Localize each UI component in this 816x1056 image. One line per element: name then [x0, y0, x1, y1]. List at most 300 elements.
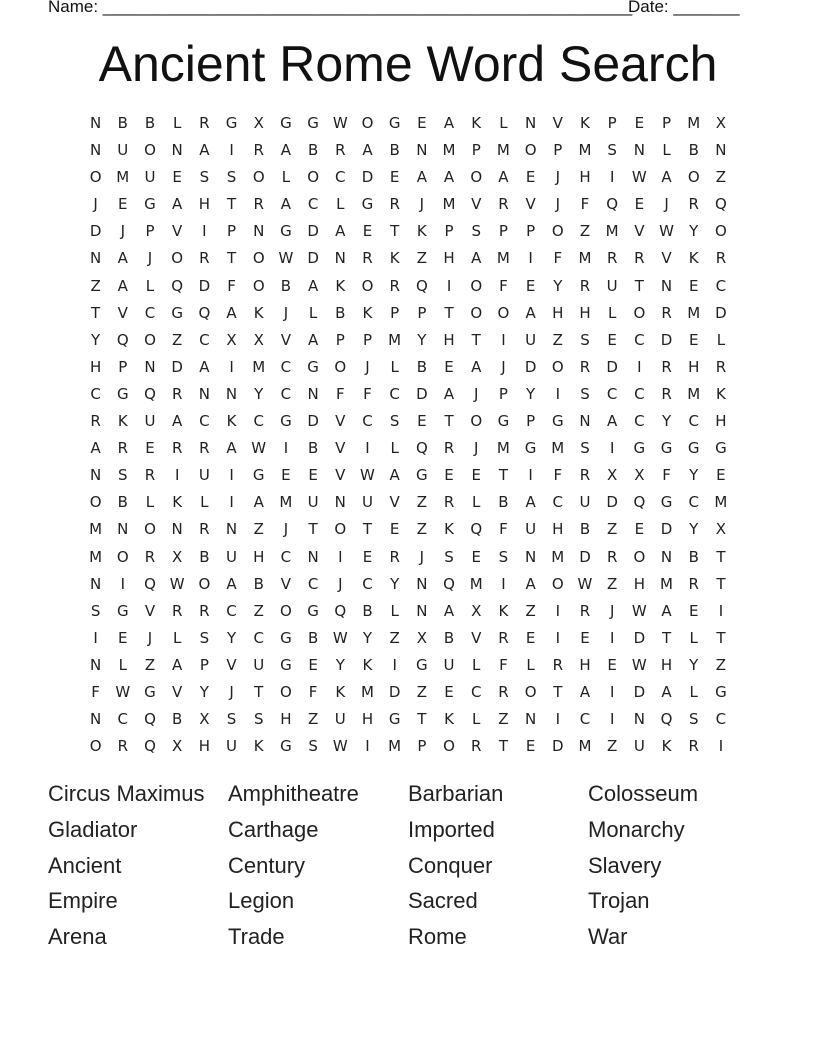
word-list-item: Monarchy [588, 816, 685, 842]
grid-letter: P [662, 114, 672, 132]
grid-letter: L [689, 628, 698, 647]
grid-letter: S [580, 384, 590, 403]
grid-letter: O [198, 574, 211, 593]
grid-letter: I [229, 357, 234, 376]
grid-letter: T [444, 412, 454, 431]
word-list-item: Trade [228, 924, 285, 950]
grid-letter: B [443, 628, 455, 647]
grid-letter: B [307, 628, 319, 647]
grid-letter: S [199, 628, 210, 647]
grid-letter: E [471, 466, 481, 485]
grid-letter: L [472, 655, 481, 674]
grid-letter: B [199, 547, 210, 566]
grid-letter: R [90, 412, 101, 431]
grid-letter: G [307, 601, 319, 620]
grid-letter: Y [226, 628, 237, 647]
grid-letter: C [199, 412, 210, 431]
grid-letter: O [334, 520, 347, 539]
grid-letter: J [283, 303, 289, 322]
grid-letter: R [661, 384, 672, 403]
grid-letter: E [688, 601, 699, 620]
grid-letter: G [416, 655, 428, 674]
grid-letter: O [470, 412, 483, 431]
grid-letter: X [715, 520, 727, 539]
grid-letter: W [631, 601, 647, 620]
grid-letter: C [307, 195, 319, 214]
grid-letter: I [392, 655, 397, 674]
grid-letter: A [226, 439, 237, 458]
grid-letter: J [365, 357, 370, 376]
grid-letter: F [363, 384, 372, 403]
grid-letter: G [280, 655, 292, 674]
word-list-item: Sacred [408, 888, 478, 914]
grid-letter: O [116, 547, 129, 566]
grid-letter: R [199, 114, 210, 132]
grid-letter: M [551, 547, 565, 566]
grid-letter: O [715, 222, 727, 241]
grid-letter: O [524, 682, 537, 701]
grid-letter: Z [253, 601, 264, 620]
grid-letter: M [578, 141, 592, 160]
grid-letter: H [633, 574, 645, 593]
grid-letter: K [389, 249, 400, 268]
grid-letter: R [144, 547, 156, 566]
grid-letter: L [472, 710, 481, 729]
grid-letter: C [362, 574, 373, 593]
grid-letter: B [688, 547, 699, 566]
grid-letter: P [145, 222, 155, 241]
grid-letter: S [607, 141, 617, 160]
grid-letter: A [525, 574, 536, 593]
grid-letter: D [307, 222, 319, 241]
grid-letter: Q [144, 710, 156, 729]
grid-letter: C [226, 601, 237, 620]
grid-letter: N [524, 547, 537, 566]
grid-letter: N [89, 466, 102, 485]
grid-letter: O [144, 520, 156, 539]
grid-letter: N [307, 384, 319, 403]
grid-letter: L [200, 493, 209, 512]
word-list-item: Arena [48, 924, 107, 950]
grid-letter: E [525, 737, 536, 756]
grid-letter: A [172, 195, 183, 214]
grid-letter: I [718, 737, 724, 756]
word-list-item: Barbarian [408, 781, 504, 806]
grid-letter: K [498, 601, 509, 620]
grid-letter: M [687, 303, 701, 322]
grid-letter: D [660, 520, 673, 539]
grid-letter: M [714, 493, 728, 512]
grid-letter: Q [415, 439, 428, 458]
grid-letter: E [716, 466, 726, 485]
grid-letter: Q [144, 384, 156, 403]
grid-letter: R [471, 737, 482, 756]
grid-letter: H [89, 357, 102, 376]
grid-letter: R [144, 466, 156, 485]
grid-letter: A [172, 412, 183, 431]
grid-letter: S [580, 330, 590, 349]
grid-letter: S [226, 168, 237, 187]
grid-letter: R [661, 303, 672, 322]
grid-letter: Z [552, 330, 563, 349]
grid-letter: N [89, 249, 102, 268]
grid-letter: H [443, 330, 455, 349]
grid-letter: K [362, 655, 373, 674]
grid-letter: C [579, 710, 591, 729]
grid-letter: A [607, 412, 618, 431]
grid-letter: C [470, 682, 482, 701]
grid-letter: S [118, 466, 128, 485]
grid-letter: N [171, 520, 183, 539]
grid-letter: E [417, 114, 427, 132]
grid-letter: A [226, 574, 237, 593]
grid-letter: J [419, 195, 425, 214]
grid-letter: U [633, 737, 645, 756]
grid-letter: R [335, 141, 346, 160]
grid-letter: D [361, 168, 374, 187]
grid-letter: C [715, 276, 727, 295]
word-list-item: Empire [48, 888, 118, 914]
grid-letter: U [226, 547, 238, 566]
grid-letter: G [660, 493, 673, 512]
grid-letter: R [171, 384, 183, 403]
grid-letter: I [93, 628, 98, 647]
grid-letter: R [498, 682, 509, 701]
grid-letter: R [171, 439, 183, 458]
grid-letter: Z [144, 655, 156, 674]
grid-letter: I [283, 439, 289, 458]
grid-letter: D [198, 276, 211, 295]
grid-letter: L [689, 682, 698, 701]
grid-letter: F [227, 276, 236, 295]
grid-letter: M [578, 249, 592, 268]
grid-letter: B [172, 710, 183, 729]
grid-letter: C [280, 357, 292, 376]
grid-letter: G [280, 222, 292, 241]
grid-letter: I [609, 168, 615, 187]
grid-letter: D [307, 249, 319, 268]
grid-letter: K [335, 276, 346, 295]
grid-letter: G [307, 114, 319, 132]
grid-letter: X [416, 628, 427, 647]
grid-letter: M [388, 737, 402, 756]
grid-letter: O [89, 168, 102, 187]
grid-letter: J [419, 547, 425, 566]
grid-letter: R [199, 439, 210, 458]
grid-letter: F [553, 249, 563, 268]
grid-letter: T [308, 520, 318, 539]
grid-letter: N [89, 710, 102, 729]
grid-letter: E [634, 520, 645, 539]
grid-letter: R [389, 547, 400, 566]
grid-letter: Y [417, 330, 427, 349]
grid-letter: M [496, 249, 510, 268]
grid-letter: U [226, 737, 238, 756]
grid-letter: K [688, 249, 699, 268]
grid-letter: G [497, 412, 510, 431]
grid-letter: K [416, 222, 427, 241]
grid-letter: D [633, 628, 646, 647]
grid-letter: N [579, 412, 591, 431]
grid-letter: S [444, 547, 454, 566]
grid-letter: Q [198, 303, 211, 322]
grid-letter: O [470, 303, 483, 322]
grid-letter: K [661, 737, 672, 756]
grid-letter: O [524, 141, 537, 160]
grid-letter: W [332, 628, 348, 647]
grid-letter: A [172, 655, 183, 674]
word-list-item: Trojan [588, 888, 650, 914]
worksheet-header [48, 0, 740, 18]
grid-letter: G [280, 737, 292, 756]
grid-letter: L [118, 655, 127, 674]
grid-letter: E [444, 466, 454, 485]
grid-letter: R [688, 574, 699, 593]
grid-letter: D [579, 547, 591, 566]
grid-letter: M [687, 114, 701, 132]
grid-letter: I [174, 466, 180, 485]
grid-letter: A [199, 141, 210, 160]
grid-letter: S [199, 168, 210, 187]
grid-letter: B [389, 141, 400, 160]
grid-letter: V [552, 114, 563, 132]
grid-letter: R [688, 737, 699, 756]
grid-letter: F [580, 195, 590, 214]
grid-letter: J [474, 384, 479, 403]
grid-letter: Q [415, 276, 428, 295]
grid-letter: H [579, 303, 591, 322]
grid-letter: H [579, 168, 591, 187]
grid-letter: P [553, 141, 563, 160]
word-list-item: Amphitheatre [228, 781, 359, 806]
grid-letter: F [499, 520, 508, 539]
word-list-item: Ancient [48, 852, 122, 878]
grid-letter: K [335, 682, 346, 701]
grid-letter: V [335, 466, 346, 485]
grid-letter: Z [416, 682, 427, 701]
grid-letter: J [609, 601, 615, 620]
grid-letter: D [633, 682, 646, 701]
grid-letter: E [634, 195, 645, 214]
grid-letter: C [253, 628, 264, 647]
grid-letter: T [498, 737, 508, 756]
grid-letter: Z [715, 168, 727, 187]
grid-letter: W [332, 737, 348, 756]
grid-letter: O [551, 222, 564, 241]
grid-letter: C [634, 330, 645, 349]
grid-letter: D [388, 682, 401, 701]
grid-letter: H [552, 303, 564, 322]
grid-letter: C [144, 303, 156, 322]
grid-letter: T [634, 276, 644, 295]
grid-letter: X [226, 330, 237, 349]
grid-letter: Z [416, 493, 427, 512]
grid-letter: Z [307, 710, 319, 729]
grid-letter: P [526, 222, 536, 241]
grid-letter: V [335, 412, 346, 431]
grid-letter: A [90, 439, 101, 458]
grid-letter: D [89, 222, 102, 241]
grid-letter: Y [689, 466, 699, 485]
grid-letter: Y [689, 222, 699, 241]
grid-letter: H [280, 710, 292, 729]
grid-letter: M [496, 439, 510, 458]
grid-letter: D [552, 737, 564, 756]
grid-letter: I [609, 710, 615, 729]
grid-letter: R [117, 439, 128, 458]
grid-letter: R [661, 357, 672, 376]
grid-letter: U [117, 141, 129, 160]
grid-letter: P [390, 303, 400, 322]
grid-letter: O [361, 114, 374, 132]
grid-letter: R [389, 276, 400, 295]
grid-letter: H [715, 412, 727, 431]
grid-letter: K [362, 303, 373, 322]
grid-letter: G [660, 439, 673, 458]
grid-letter: R [579, 466, 591, 485]
grid-letter: V [172, 682, 183, 701]
grid-letter: R [199, 601, 210, 620]
grid-letter: H [443, 249, 455, 268]
grid-letter: A [335, 222, 346, 241]
grid-letter: Z [253, 520, 264, 539]
grid-letter: Q [715, 195, 727, 214]
grid-letter: P [199, 655, 209, 674]
grid-letter: N [253, 222, 265, 241]
grid-letter: M [496, 141, 510, 160]
grid-letter: P [118, 357, 128, 376]
date-line: Date: _______ [628, 0, 740, 16]
grid-letter: I [609, 682, 615, 701]
grid-letter: P [417, 303, 427, 322]
grid-letter: I [528, 249, 533, 268]
word-list-item: Colosseum [588, 781, 699, 806]
grid-letter: K [715, 384, 726, 403]
grid-letter: E [688, 276, 699, 295]
grid-letter: M [360, 682, 374, 701]
grid-letter: M [279, 493, 293, 512]
grid-letter: O [361, 276, 374, 295]
word-list-item: Carthage [228, 816, 319, 842]
grid-letter: T [417, 710, 427, 729]
grid-letter: A [416, 168, 427, 187]
grid-letter: K [172, 493, 183, 512]
grid-letter: P [362, 330, 372, 349]
grid-letter: Q [606, 195, 619, 214]
grid-letter: Z [607, 520, 618, 539]
grid-letter: R [715, 357, 727, 376]
grid-letter: N [416, 141, 428, 160]
grid-letter: E [444, 682, 454, 701]
grid-letter: G [715, 439, 727, 458]
grid-letter: E [607, 655, 617, 674]
grid-letter: G [388, 710, 401, 729]
grid-letter: J [338, 574, 343, 593]
grid-letter: Z [607, 574, 618, 593]
grid-letter: T [226, 195, 237, 214]
grid-letter: T [91, 303, 101, 322]
grid-letter: L [336, 195, 345, 214]
grid-letter: R [688, 195, 699, 214]
grid-letter: M [469, 574, 483, 593]
grid-letter: Y [689, 520, 699, 539]
grid-letter: E [362, 547, 373, 566]
grid-letter: X [172, 547, 183, 566]
grid-letter: Q [470, 520, 483, 539]
grid-letter: P [498, 384, 508, 403]
grid-letter: N [117, 520, 129, 539]
grid-letter: W [115, 682, 131, 701]
grid-letter: M [388, 330, 402, 349]
word-list [48, 776, 768, 955]
grid-letter: T [498, 466, 508, 485]
grid-letter: Y [335, 655, 345, 674]
grid-letter: B [335, 303, 346, 322]
grid-letter: N [225, 520, 238, 539]
grid-letter: M [660, 574, 673, 593]
grid-letter: E [172, 168, 182, 187]
grid-letter: I [365, 737, 370, 756]
grid-letter: A [362, 141, 373, 160]
grid-letter: U [144, 168, 156, 187]
grid-letter: E [525, 276, 536, 295]
grid-letter: L [526, 655, 535, 674]
grid-letter: N [660, 547, 673, 566]
grid-letter: K [117, 412, 128, 431]
grid-letter: E [634, 114, 645, 132]
grid-letter: N [225, 384, 238, 403]
grid-letter: N [198, 384, 210, 403]
grid-letter: P [607, 114, 617, 132]
grid-letter: E [417, 412, 427, 431]
grid-letter: N [89, 141, 102, 160]
grid-letter: V [280, 330, 292, 349]
grid-letter: G [116, 384, 129, 403]
grid-letter: B [362, 601, 373, 620]
grid-letter: R [552, 655, 563, 674]
word-list-item: Circus Maximus [48, 781, 205, 806]
grid-letter: S [471, 222, 481, 241]
grid-letter: R [253, 195, 264, 214]
grid-letter: U [606, 276, 618, 295]
grid-letter: O [89, 493, 102, 512]
grid-letter: F [499, 655, 508, 674]
grid-letter: R [579, 276, 591, 295]
grid-letter: G [416, 466, 428, 485]
grid-letter: C [552, 493, 564, 512]
grid-letter: O [89, 737, 102, 756]
grid-letter: E [525, 628, 536, 647]
grid-letter: Z [607, 737, 618, 756]
grid-letter: I [120, 574, 125, 593]
grid-letter: H [552, 520, 564, 539]
grid-letter: F [499, 276, 508, 295]
grid-letter: X [715, 114, 727, 132]
grid-letter: L [390, 357, 399, 376]
grid-letter: V [117, 303, 128, 322]
grid-letter: I [229, 466, 234, 485]
grid-letter: I [609, 628, 615, 647]
grid-letter: N [633, 141, 645, 160]
grid-letter: C [389, 384, 400, 403]
grid-letter: O [551, 357, 564, 376]
grid-letter: F [308, 682, 318, 701]
grid-letter: C [715, 710, 727, 729]
grid-letter: J [555, 168, 560, 187]
grid-letter: B [117, 114, 128, 132]
grid-letter: R [579, 357, 591, 376]
grid-letter: G [524, 439, 537, 458]
